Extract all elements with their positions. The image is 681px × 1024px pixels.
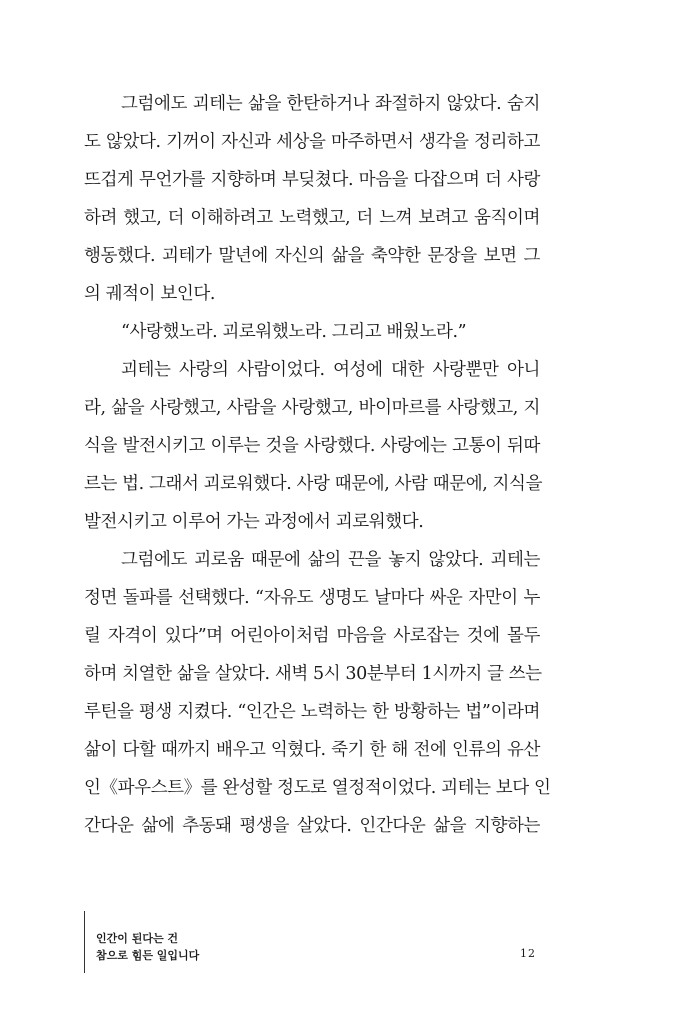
- quote-line: “사랑했노라. 괴로워했노라. 그리고 배웠노라.”: [121, 322, 467, 342]
- running-footer-title: [96, 930, 199, 964]
- text-line: 하려 했고, 더 이해하려고 노력했고, 더 느껴 보려고 움직이며: [84, 208, 540, 228]
- text-line: 그럼에도 괴로움 때문에 삶의 끈을 놓지 않았다. 괴테는: [121, 550, 540, 570]
- text-line: 르는 법. 그래서 괴로워했다. 사랑 때문에, 사람 때문에, 지식을: [84, 474, 543, 494]
- page-number: 12: [520, 947, 536, 960]
- text-line: 괴테는 사랑의 사람이었다. 여성에 대한 사랑뿐만 아니: [121, 360, 540, 380]
- footer-title-line-1: 인간이 된다는 건: [96, 932, 179, 945]
- text-line: 의 궤적이 보인다.: [84, 284, 216, 304]
- text-line: 삶이 다할 때까지 배우고 익혔다. 죽기 한 해 전에 인류의 유산: [84, 740, 540, 760]
- text-line: 정면 돌파를 선택했다. “자유도 생명도 날마다 싸운 자만이 누: [84, 588, 540, 608]
- text-line: 발전시키고 이루어 가는 과정에서 괴로워했다.: [84, 512, 424, 532]
- text-line: 행동했다. 괴테가 말년에 자신의 삶을 축약한 문장을 보면 그: [84, 246, 540, 266]
- text-line: 하며 치열한 삶을 살았다. 새벽 5시 30분부터 1시까지 글 쓰는: [84, 664, 542, 684]
- text-line: 그럼에도 괴테는 삶을 한탄하거나 좌절하지 않았다. 숨지: [121, 94, 540, 114]
- text-line: 간다운 삶에 추동돼 평생을 살았다. 인간다운 삶을 지향하는: [84, 816, 540, 836]
- footer-divider: [84, 911, 85, 973]
- text-line: 뜨겁게 무언가를 지향하며 부딪쳤다. 마음을 다잡으며 더 사랑: [84, 170, 540, 190]
- body-text: [84, 85, 551, 845]
- text-line: 도 않았다. 기꺼이 자신과 세상을 마주하면서 생각을 정리하고: [84, 132, 540, 152]
- footer-title-line-2: 참으로 힘든 일입니다: [96, 949, 200, 962]
- text-line: 릴 자격이 있다”며 어린아이처럼 마음을 사로잡는 것에 몰두: [84, 626, 540, 646]
- text-line: 루틴을 평생 지켰다. “인간은 노력하는 한 방황하는 법”이라며: [84, 702, 540, 722]
- text-line: 라, 삶을 사랑했고, 사람을 사랑했고, 바이마르를 사랑했고, 지: [84, 398, 540, 418]
- text-line: 식을 발전시키고 이루는 것을 사랑했다. 사랑에는 고통이 뒤따: [84, 436, 540, 456]
- text-line: 인《파우스트》를 완성할 정도로 열정적이었다. 괴테는 보다 인: [84, 778, 551, 798]
